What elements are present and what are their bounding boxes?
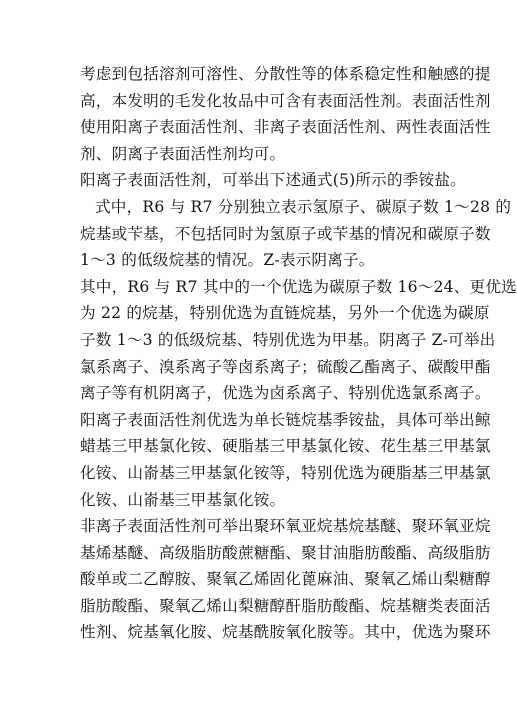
text-line: 阳离子表面活性剂优选为单长链烷基季铵盐，具体可举出鲸 — [80, 410, 491, 429]
text-line: 脂肪酸酯、聚氧乙烯山梨糖醇酐脂肪酸酯、烷基糖类表面活 — [80, 596, 491, 615]
text-line: 性剂、烷基氧化胺、烷基酰胺氧化胺等。其中，优选为聚环 — [80, 623, 491, 642]
text-line: 1～3 的低级烷基的情况。Z-表示阴离子。 — [80, 251, 375, 270]
text-line: 基烯基醚、高级脂肪酸蔗糖酯、聚甘油脂肪酸酯、高级脂肪 — [80, 543, 491, 562]
body-text — [80, 61, 517, 646]
text-line: 烷基或苄基，不包括同时为氢原子或苄基的情况和碳原子数 — [80, 224, 491, 243]
text-line: 化铵、山嵛基三甲基氯化铵等，特别优选为硬脂基三甲基氯 — [80, 463, 491, 482]
text-line: 其中，R6 与 R7 其中的一个优选为碳原子数 16～24、更优选 — [80, 277, 517, 296]
text-line: 式中，R6 与 R7 分别独立表示氢原子、碳原子数 1～28 的 — [95, 197, 512, 216]
text-line: 蜡基三甲基氯化铵、硬脂基三甲基氯化铵、花生基三甲基氯 — [80, 437, 491, 456]
text-line: 子数 1～3 的低级烷基、特别优选为甲基。阴离子 Z-可举出 — [80, 330, 496, 349]
text-line: 使用阳离子表面活性剂、非离子表面活性剂、两性表面活性 — [80, 118, 491, 137]
text-line: 为 22 的烷基，特别优选为直链烷基，另外一个优选为碳原 — [80, 304, 490, 323]
text-line: 阳离子表面活性剂，可举出下述通式(5)所示的季铵盐。 — [80, 171, 466, 190]
text-line: 酸单或二乙醇胺、聚氧乙烯固化蓖麻油、聚氧乙烯山梨糖醇 — [80, 570, 491, 589]
text-line: 化铵、山嵛基三甲基氯化铵。 — [80, 490, 286, 509]
text-line: 剂、阴离子表面活性剂均可。 — [80, 144, 286, 163]
text-line: 考虑到包括溶剂可溶性、分散性等的体系稳定性和触感的提 — [80, 65, 491, 83]
text-line: 高，本发明的毛发化妆品中可含有表面活性剂。表面活性剂 — [80, 91, 491, 110]
text-line: 离子等有机阴离子，优选为卤系离子、特别优选氯系离子。 — [80, 384, 491, 403]
text-line: 非离子表面活性剂可举出聚环氧亚烷基烷基醚、聚环氧亚烷 — [80, 517, 491, 536]
text-line: 氯系离子、溴系离子等卤系离子；硫酸乙酯离子、碳酸甲酯 — [80, 357, 491, 376]
